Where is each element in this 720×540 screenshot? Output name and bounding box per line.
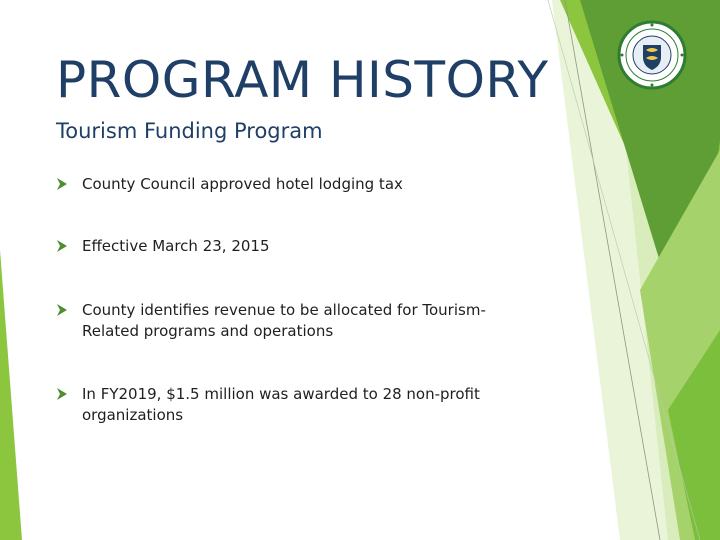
bullet-text: County Council approved hotel lodging tax <box>82 175 403 193</box>
bullet-text: Effective March 23, 2015 <box>82 237 270 255</box>
bullet-text: In FY2019, $1.5 million was awarded to 28 non-profit organizations <box>82 385 480 424</box>
bullet-text: County identifies revenue to be allocated for Tourism-Related programs and operations <box>82 301 486 340</box>
slide-title: PROGRAM HISTORY <box>56 51 549 109</box>
arrowhead-bullet-icon <box>56 303 68 317</box>
county-seal-icon <box>617 20 687 90</box>
arrowhead-bullet-icon <box>56 239 68 253</box>
slide-subtitle: Tourism Funding Program <box>56 119 323 143</box>
arrowhead-bullet-icon <box>56 387 68 401</box>
left-green-wedge <box>0 250 22 540</box>
arrowhead-bullet-icon <box>56 177 68 191</box>
